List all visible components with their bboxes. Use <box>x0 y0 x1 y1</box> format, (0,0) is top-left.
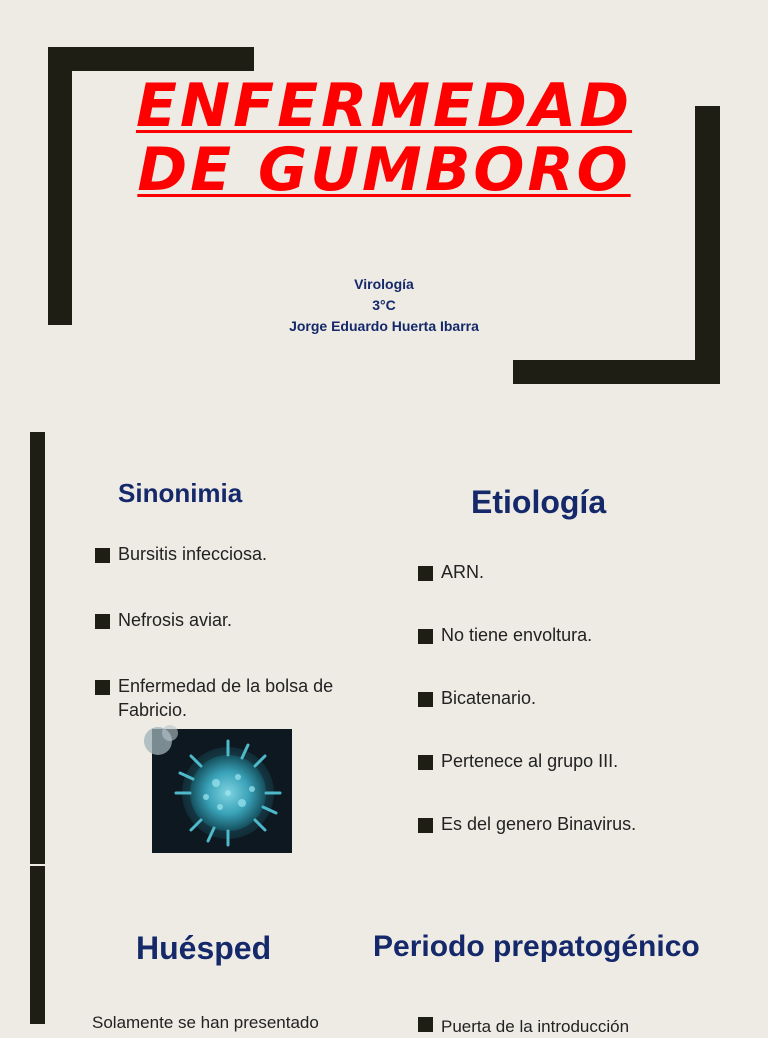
periodo-text: Puerta de la introducción <box>441 1017 630 1036</box>
slide-accent-bar <box>30 866 45 1024</box>
square-bullet-icon <box>95 614 110 629</box>
periodo-text-item <box>418 1016 629 1038</box>
square-bullet-icon <box>418 818 433 833</box>
square-bullet-icon <box>95 680 110 695</box>
presentation-title <box>0 71 768 205</box>
bracket-bottom-right-horizontal <box>513 360 720 384</box>
slide-accent-bar <box>30 432 45 864</box>
etiologia-list <box>418 560 748 836</box>
list-item <box>418 686 748 710</box>
list-item <box>418 560 748 584</box>
title-line-2: DE GUMBORO <box>137 135 631 205</box>
sinonimia-list <box>95 542 355 722</box>
square-bullet-icon <box>95 548 110 563</box>
square-bullet-icon <box>418 755 433 770</box>
bracket-top-left-horizontal <box>48 47 254 71</box>
content-slide <box>0 432 768 864</box>
square-bullet-icon <box>418 566 433 581</box>
list-item-text: Nefrosis aviar. <box>118 610 233 630</box>
list-item <box>95 608 355 632</box>
subject-label: Virología <box>354 276 414 292</box>
author-label: Jorge Eduardo Huerta Ibarra <box>289 318 479 334</box>
square-bullet-icon <box>418 692 433 707</box>
square-bullet-icon <box>418 629 433 644</box>
list-item <box>95 674 355 722</box>
etiologia-heading: Etiología <box>471 484 607 520</box>
virus-particle-icon <box>152 729 292 853</box>
list-item <box>95 542 355 566</box>
list-item-text: Enfermedad de la bolsa de Fabricio. <box>118 676 334 720</box>
title-slide <box>0 0 768 410</box>
list-item-text: Pertenece al grupo III. <box>441 751 619 771</box>
third-slide <box>0 866 768 1036</box>
periodo-heading: Periodo prepatogénico <box>373 930 700 963</box>
list-item-text: Bicatenario. <box>441 688 537 708</box>
huesped-heading: Huésped <box>136 930 272 966</box>
list-item-text: ARN. <box>441 562 485 582</box>
subtitle-block <box>0 274 768 337</box>
huesped-text: Solamente se han presentado <box>92 1013 319 1032</box>
virus-image <box>152 729 292 853</box>
list-item <box>418 623 748 647</box>
list-item-text: No tiene envoltura. <box>441 625 593 645</box>
title-line-1: ENFERMEDAD <box>135 71 633 141</box>
list-item-text: Es del genero Binavirus. <box>441 814 637 834</box>
list-item-text: Bursitis infecciosa. <box>118 544 268 564</box>
square-bullet-icon <box>418 1017 433 1032</box>
list-item <box>418 749 748 773</box>
grade-label: 3°C <box>372 297 396 313</box>
list-item <box>418 812 748 836</box>
sinonimia-heading: Sinonimia <box>118 478 243 508</box>
